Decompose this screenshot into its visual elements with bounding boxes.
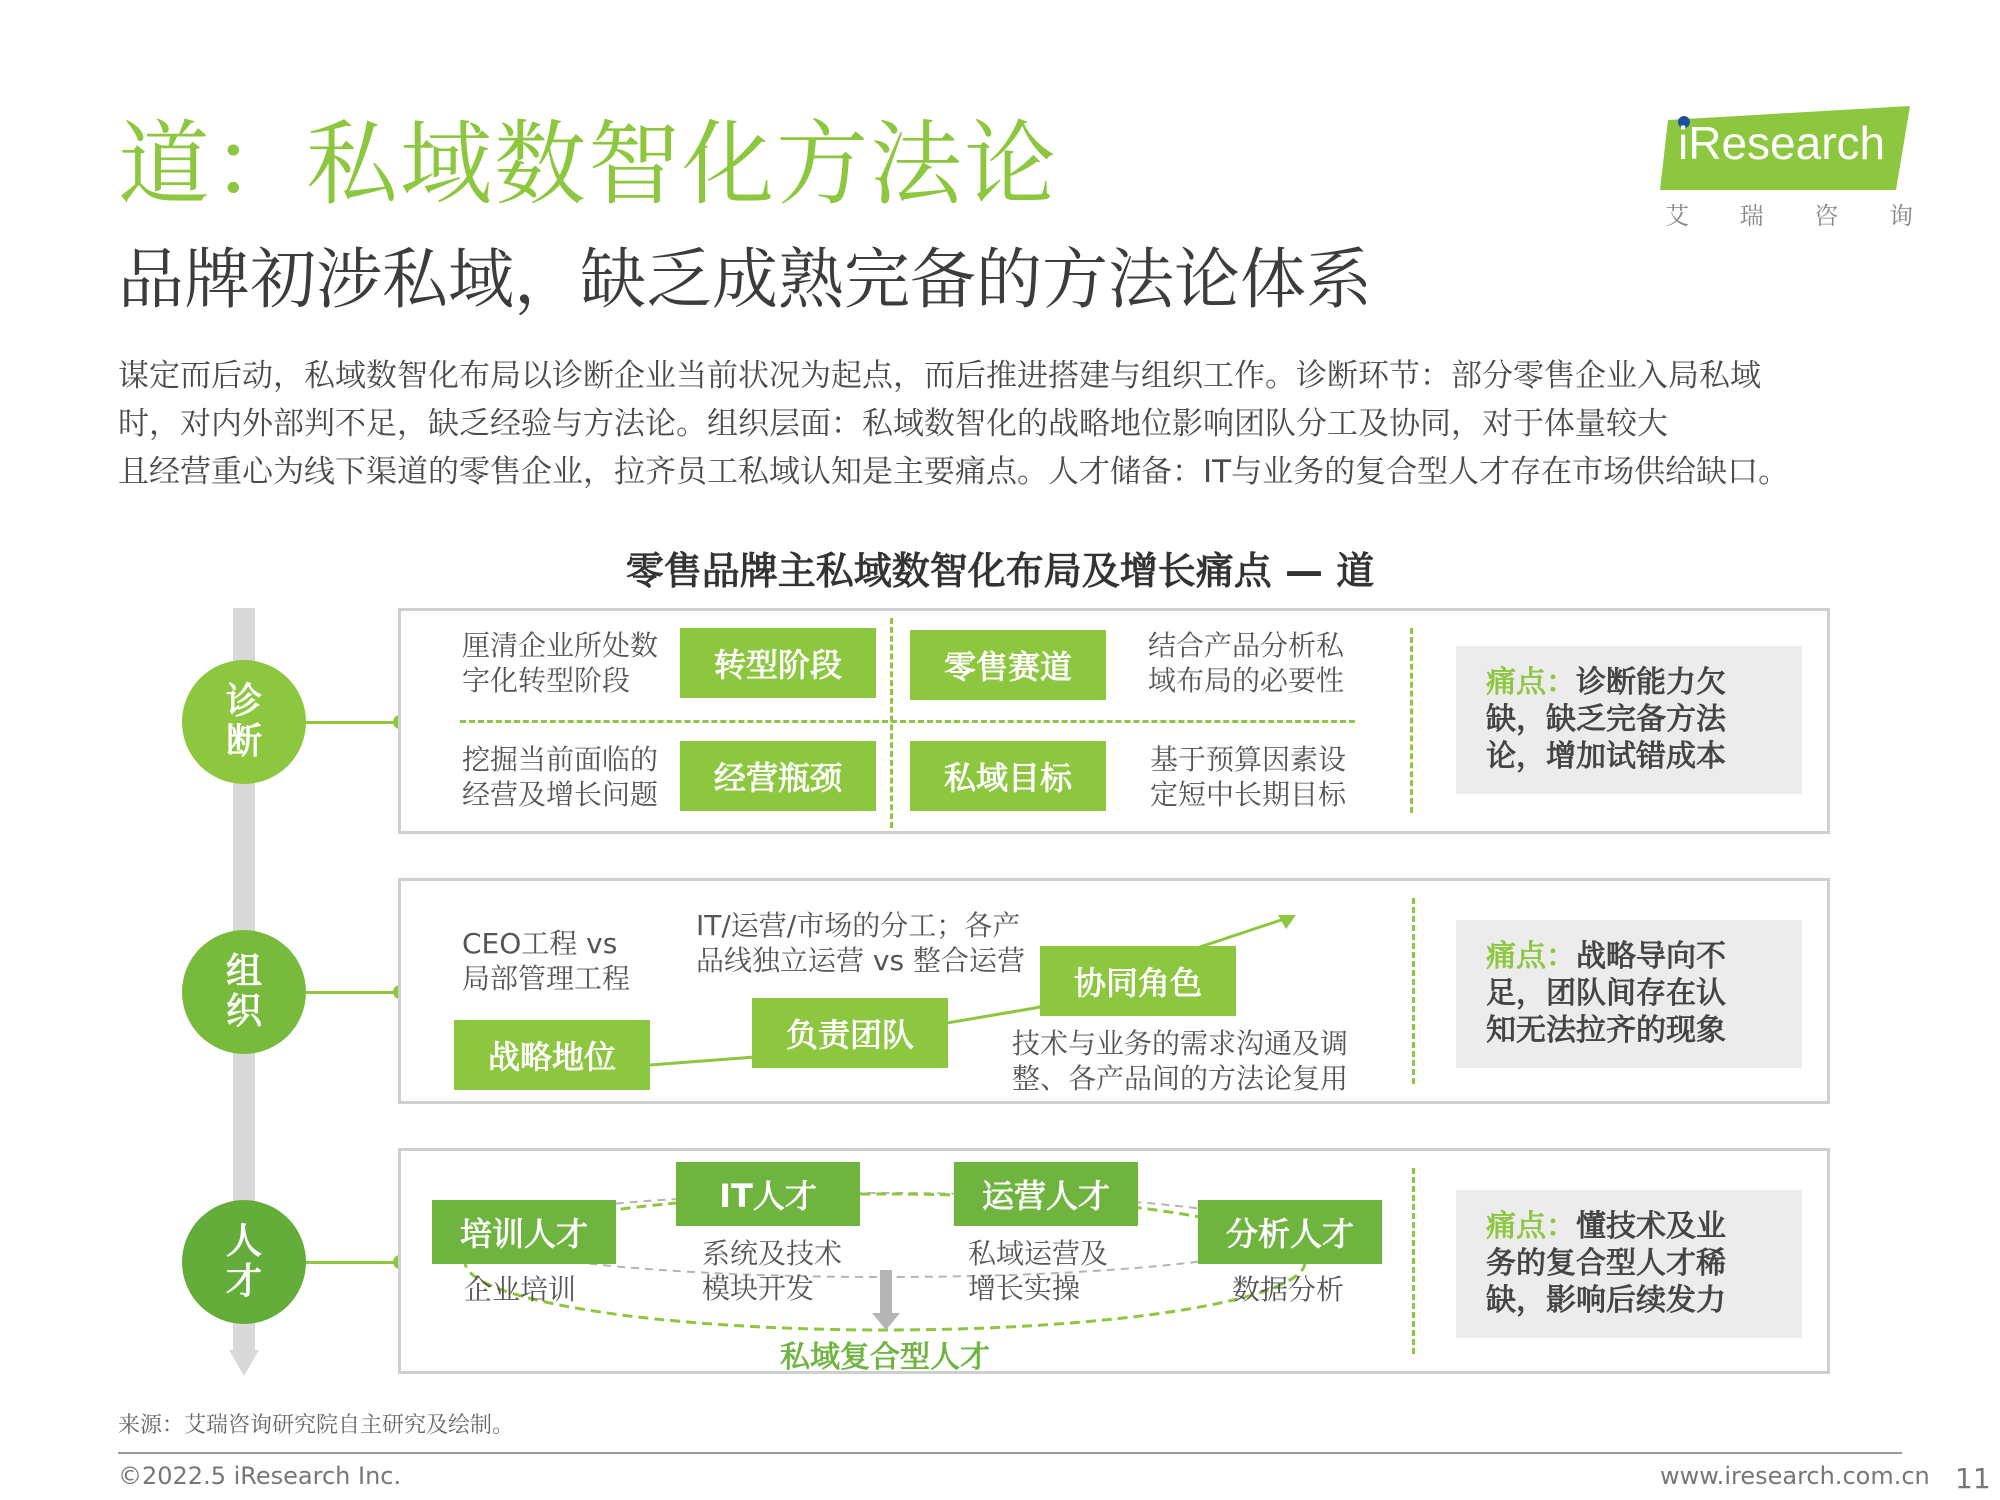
- talent-connector: [306, 1261, 398, 1264]
- page-title: 道：私域数智化方法论: [118, 111, 1059, 218]
- pain-line: 务的复合型人才稀: [1486, 1246, 1726, 1281]
- desc-line: 域布局的必要性: [1148, 664, 1345, 697]
- training-talent-box: 培训人才: [432, 1200, 616, 1264]
- logo-cn-char: 询: [1888, 202, 1913, 230]
- organization-pain-divider: [1412, 898, 1415, 1084]
- team-box: 负责团队: [752, 998, 948, 1068]
- collab-box: 协同角色: [1040, 946, 1236, 1016]
- composite-talent-label: 私域复合型人才: [780, 1340, 990, 1375]
- pain-line: 知无法拉齐的现象: [1486, 1013, 1726, 1048]
- talent-desc: [702, 1236, 842, 1306]
- diagram-title: 零售品牌主私域数智化布局及增长痛点 — 道: [625, 549, 1375, 593]
- desc-line: 定短中长期目标: [1150, 778, 1347, 811]
- circle-char: 断: [225, 721, 262, 762]
- strategy-box: 战略地位: [454, 1020, 650, 1090]
- pain-line: [1486, 1208, 1772, 1245]
- diagnosis-pain-divider: [1410, 628, 1413, 813]
- stage-box: 转型阶段: [680, 628, 876, 698]
- intro-line: 时，对内外部判不足，缺乏经验与方法论。组织层面：私域数智化的战略地位影响团队分工及协同，对于体量较大: [118, 406, 1668, 442]
- diagnosis-vdivider: [890, 618, 893, 828]
- desc-line: 数据分析: [1232, 1273, 1345, 1306]
- desc-line: 系统及技术: [702, 1237, 843, 1270]
- intro-line: 谋定而后动，私域数智化布局以诊断企业当前状况为起点，而后推进搭建与组织工作。诊断环节：部分零售企业入局私域: [118, 358, 1761, 394]
- footer-divider: [118, 1452, 1902, 1454]
- circle-char: 才: [225, 1261, 262, 1302]
- track-box: 零售赛道: [910, 630, 1106, 700]
- diagnosis-desc: [1150, 742, 1346, 812]
- desc-line: 技术与业务的需求沟通及调: [1012, 1027, 1349, 1060]
- organization-desc: [462, 926, 630, 996]
- desc-line: 局部管理工程: [462, 962, 631, 995]
- copyright: ©2022.5 iResearch Inc.: [118, 1462, 402, 1490]
- desc-line: 品线独立运营 vs 整合运营: [696, 944, 1025, 977]
- organization-connector: [306, 991, 398, 994]
- website-link[interactable]: www.iresearch.com.cn: [1660, 1462, 1930, 1490]
- source-note: 来源：艾瑞咨询研究院自主研究及绘制。: [118, 1413, 515, 1438]
- talent-desc: [968, 1236, 1108, 1306]
- organization-circle: [182, 930, 306, 1054]
- desc-line: 模块开发: [702, 1272, 815, 1305]
- circle-char: 诊: [225, 681, 262, 722]
- desc-line: IT/运营/市场的分工；各产: [696, 909, 1021, 942]
- pain-text: 懂技术及业: [1576, 1209, 1726, 1244]
- circle-char: 组: [225, 951, 262, 992]
- diagnosis-circle: [182, 660, 306, 784]
- pain-line: 论，增加试错成本: [1486, 739, 1726, 774]
- it-talent-box: IT人才: [676, 1162, 860, 1226]
- intro-line: 且经营重心为线下渠道的零售企业，拉齐员工私域认知是主要痛点。人才储备：IT与业务的复合型人才存在市场供给缺口。: [118, 454, 1790, 490]
- organization-desc: [1012, 1026, 1348, 1096]
- diagnosis-connector: [306, 721, 398, 724]
- talent-pain-divider: [1412, 1168, 1415, 1354]
- diagnosis-hdivider: [460, 720, 1355, 723]
- desc-line: 基于预算因素设: [1150, 743, 1347, 776]
- organization-pain-point: [1456, 920, 1802, 1068]
- logo-cn-char: 瑞: [1739, 202, 1764, 230]
- talent-desc: [1232, 1272, 1344, 1307]
- pain-text: 战略导向不: [1576, 939, 1726, 974]
- talent-circle: [182, 1200, 306, 1324]
- analysis-talent-box: 分析人才: [1198, 1200, 1382, 1264]
- circle-char: 织: [225, 991, 262, 1032]
- desc-line: 整、各产品间的方法论复用: [1012, 1062, 1349, 1095]
- logo-cn-char: 咨: [1814, 202, 1839, 230]
- desc-line: 厘清企业所处数: [462, 629, 659, 662]
- bottleneck-box: 经营瓶颈: [680, 741, 876, 811]
- desc-line: 增长实操: [968, 1272, 1081, 1305]
- diagnosis-pain-point: [1456, 646, 1802, 794]
- circle-char: 人: [225, 1221, 262, 1262]
- pain-line: 缺，缺乏完备方法: [1486, 702, 1726, 737]
- pain-line: 足，团队间存在认: [1486, 976, 1726, 1011]
- page-subtitle: 品牌初涉私域，缺乏成熟完备的方法论体系: [118, 241, 1372, 318]
- desc-line: 经营及增长问题: [462, 778, 659, 811]
- pain-line: [1486, 938, 1772, 975]
- desc-line: 字化转型阶段: [462, 664, 631, 697]
- pain-line: [1486, 664, 1772, 701]
- diagnosis-desc: [462, 742, 658, 812]
- logo-cn-char: 艾: [1665, 202, 1689, 230]
- logo-wordmark: iResearch: [1678, 117, 1886, 169]
- intro-paragraph: [118, 352, 1918, 496]
- diagnosis-desc: [1148, 628, 1344, 698]
- spine-arrow-icon: [229, 1350, 259, 1376]
- pain-text: 诊断能力欠: [1576, 665, 1726, 700]
- talent-desc: [464, 1272, 576, 1307]
- diagnosis-desc: [462, 628, 658, 698]
- desc-line: 私域运营及: [968, 1237, 1109, 1270]
- pain-line: 缺，影响后续发力: [1486, 1283, 1726, 1318]
- pain-label: 痛点：: [1486, 1209, 1576, 1244]
- desc-line: CEO工程 vs: [462, 927, 618, 960]
- desc-line: 企业培训: [464, 1273, 577, 1306]
- organization-desc: [696, 908, 1025, 978]
- desc-line: 结合产品分析私: [1148, 629, 1345, 662]
- logo-cn-name: [1665, 196, 1913, 231]
- page-number: 11: [1955, 1462, 1991, 1495]
- iresearch-logo: [1660, 106, 1910, 190]
- pain-label: 痛点：: [1486, 939, 1576, 974]
- ops-talent-box: 运营人才: [954, 1162, 1138, 1226]
- desc-line: 挖掘当前面临的: [462, 743, 659, 776]
- talent-pain-point: [1456, 1190, 1802, 1338]
- goal-box: 私域目标: [910, 741, 1106, 811]
- pain-label: 痛点：: [1486, 665, 1576, 700]
